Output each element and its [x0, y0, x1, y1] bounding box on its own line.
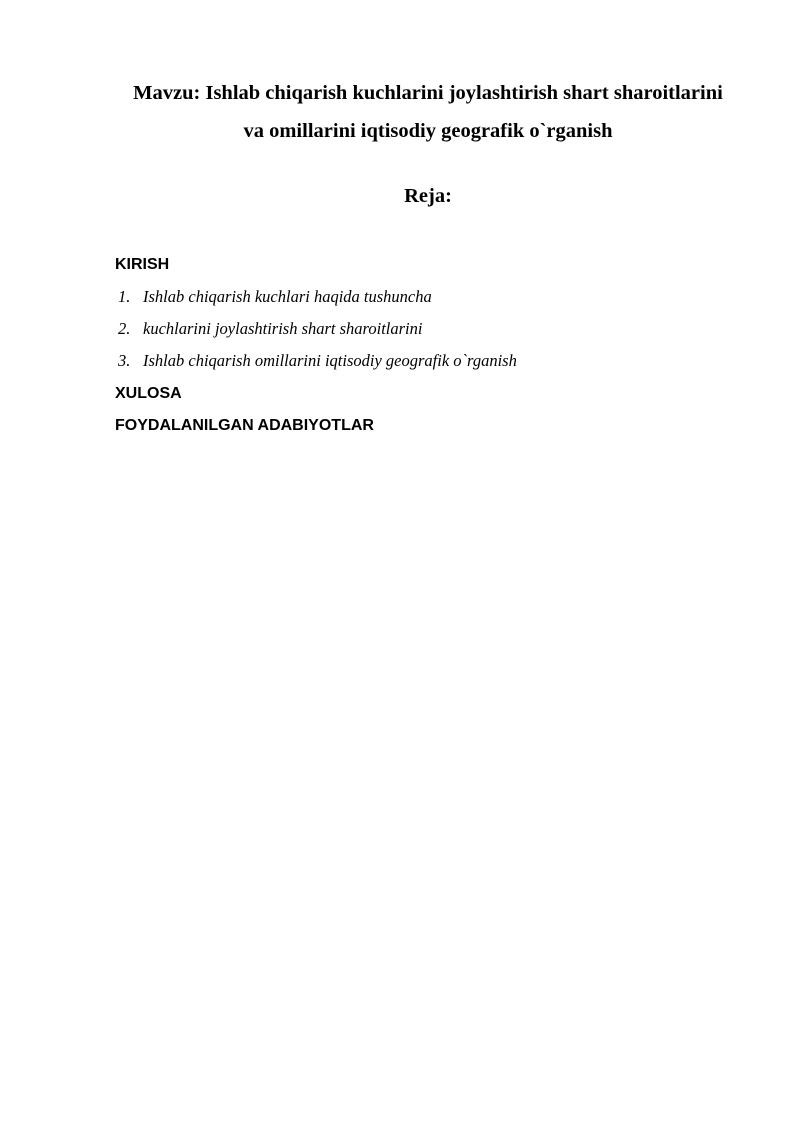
title-line-1: Mavzu: Ishlab chiqarish kuchlarini joylashtirish shart sharoitlarini — [133, 82, 723, 104]
plan-heading: Reja: — [404, 185, 452, 207]
plan-item-number: 3. — [118, 351, 131, 370]
plan-item-2 — [118, 319, 422, 339]
plan-item-text: kuchlarini joylashtirish shart sharoitlarini — [143, 319, 423, 338]
plan-item-text: Ishlab chiqarish kuchlari haqida tushuncha — [143, 287, 432, 306]
plan-item-3 — [118, 351, 517, 371]
plan-item-number: 2. — [118, 319, 131, 338]
intro-heading: KIRISH — [115, 256, 170, 273]
document-title — [60, 74, 796, 150]
title-line-2: va omillarini iqtisodiy geografik o`rganish — [243, 120, 613, 142]
references-heading: FOYDALANILGAN ADABIYOTLAR — [115, 417, 374, 434]
plan-item-number: 1. — [118, 287, 131, 306]
plan-item-text: Ishlab chiqarish omillarini iqtisodiy geografik o`rganish — [143, 351, 517, 370]
conclusion-heading: XULOSA — [115, 385, 182, 402]
plan-item-1 — [118, 287, 432, 307]
